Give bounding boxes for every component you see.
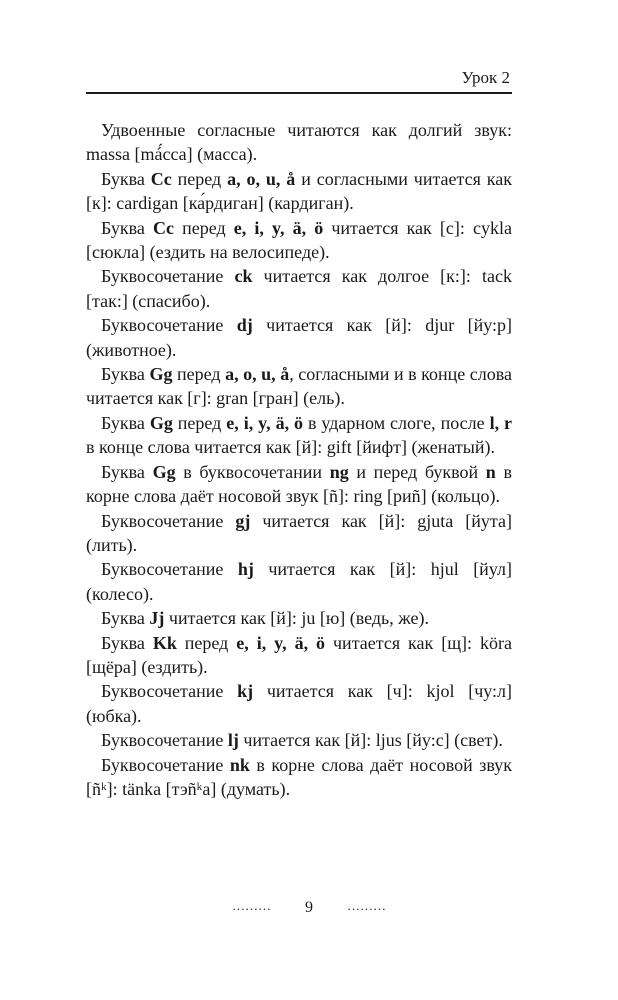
text-run: в корне слова даёт носовой звук [ñ]: ring [риñ] (кольцо). (86, 461, 512, 507)
bold-term: lj (227, 730, 239, 751)
text-run: перед (171, 168, 228, 189)
lesson-title: Урок 2 (461, 68, 510, 87)
body-text (86, 118, 512, 801)
text-run: и согласными читается как [к]: cardigan [ка́рдиган] (кардиган). (86, 168, 512, 214)
paragraph (86, 460, 512, 509)
paragraph (86, 631, 512, 680)
bold-term: ck (234, 266, 253, 287)
text-run: читается как [щ]: köra [щёра] (ездить). (86, 632, 512, 677)
text-run: перед (174, 217, 234, 238)
text-run: в ударном слоге, после (303, 412, 490, 433)
text-run: Буква (101, 461, 153, 482)
bold-term: hj (237, 559, 254, 580)
text-run: Буквосочетание (101, 559, 238, 580)
bold-term: Gg (149, 412, 173, 433)
bold-term: a, o, u, å (225, 364, 290, 385)
text-run: в конце слова читается как [й]: gift [йифт] (женатый). (86, 437, 495, 458)
bold-term: Gg (149, 364, 173, 385)
footer-dots-left: ……… (232, 898, 271, 913)
paragraph (86, 557, 512, 606)
bold-term: ng (329, 461, 349, 482)
text-run: Буква (101, 364, 150, 385)
bold-term: Cc (150, 168, 172, 189)
bold-term: a, o, u, å (227, 168, 296, 189)
text-run: читается как [й]: hjul [йул] (колесо). (86, 559, 513, 604)
bold-term: e, i, y, ä, ö (226, 412, 304, 433)
bold-term: gj (235, 510, 251, 531)
page-footer (0, 898, 618, 917)
text-run: читается как [й]: ju [ю] (ведь, же). (164, 608, 429, 629)
text-run: перед (172, 412, 227, 433)
text-run: Буквосочетание (101, 754, 230, 775)
text-run: перед (172, 364, 226, 385)
text-run: читается как [й]: gjuta [йута] (лить). (86, 510, 512, 555)
paragraph (86, 509, 512, 558)
bold-term: l, r (489, 412, 513, 433)
running-header (86, 66, 512, 94)
bold-term: Gg (152, 461, 176, 482)
paragraph (86, 118, 512, 167)
text-run: перед (176, 632, 237, 653)
bold-term: dj (236, 315, 253, 336)
text-run: читается как [ч]: kjol [чу:л] (юбка). (86, 681, 512, 726)
paragraph (86, 362, 512, 411)
text-run: читается как долгое [к:]: tack [так:] (спасибо). (86, 266, 512, 311)
text-run: Буква (101, 168, 151, 189)
bold-term: Jj (149, 608, 165, 629)
bold-term: Cc (153, 217, 175, 238)
text-run: и перед буквой (348, 461, 486, 482)
bold-term: Kk (152, 632, 177, 653)
text-run: , согласными и в конце слова читается как [г]: gran [гран] (ель). (86, 364, 513, 409)
text-run: читается как [й]: ljus [йу:с] (свет). (238, 730, 503, 751)
text-run: Буква (101, 632, 153, 653)
text-run: читается как [с]: cykla [сюкла] (ездить на велосипеде). (86, 217, 512, 263)
text-run: Удвоенные согласные читаются как долгий звук: massa [má́сса] (масса). (86, 120, 512, 165)
bold-term: e, i, y, ä, ö (236, 632, 326, 653)
paragraph (86, 679, 512, 728)
text-run: Буква (101, 412, 150, 433)
text-run: Буква (101, 217, 154, 238)
text-run: Буква (101, 608, 150, 629)
paragraph (86, 606, 512, 630)
text-run: читается как [й]: djur [йу:р] (животное). (86, 315, 512, 360)
paragraph (86, 411, 512, 460)
paragraph (86, 753, 512, 802)
text-run: Буквосочетание (101, 266, 235, 287)
page-number: 9 (305, 899, 313, 916)
bold-term: kj (237, 681, 254, 702)
paragraph (86, 216, 512, 265)
paragraph (86, 167, 512, 216)
paragraph (86, 728, 512, 752)
paragraph (86, 313, 512, 362)
text-run: Буквосочетание (101, 510, 236, 531)
bold-term: e, i, y, ä, ö (233, 217, 324, 238)
paragraph (86, 264, 512, 313)
text-run: Буквосочетание (101, 730, 228, 751)
text-run: в корне слова даёт носовой звук [ñᵏ]: tänka [тэñᵏа] (думать). (86, 754, 512, 799)
bold-term: nk (229, 754, 250, 775)
bold-term: n (485, 461, 496, 482)
text-run: Буквосочетание (101, 681, 238, 702)
text-run: Буквосочетание (101, 315, 237, 336)
footer-dots-right: ……… (347, 898, 386, 913)
text-run: в буквосочетании (175, 461, 330, 482)
